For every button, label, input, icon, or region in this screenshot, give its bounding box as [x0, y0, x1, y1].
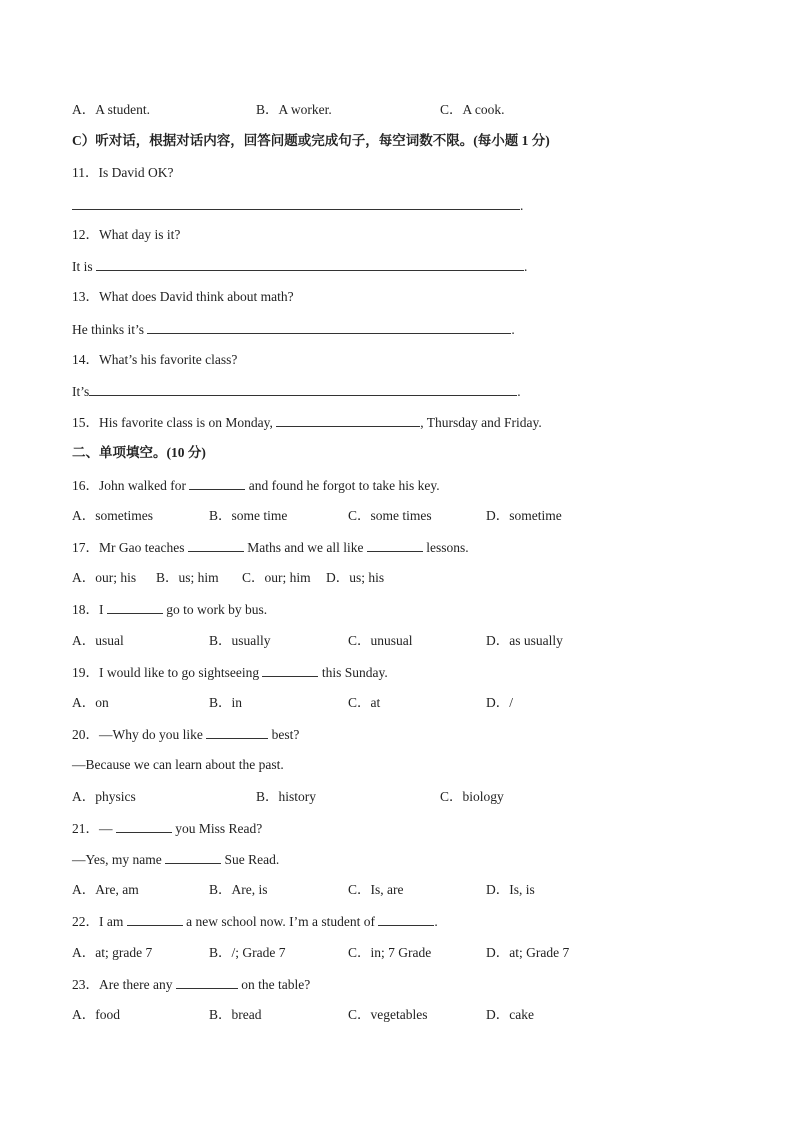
answer-blank [378, 913, 434, 926]
q21-line2-a: —Yes, my name [72, 852, 162, 867]
q17-option-c: C．our; him [242, 570, 311, 585]
q12-question: 12．What day is it? [72, 227, 181, 242]
q23-option-b: B．bread [209, 1007, 262, 1022]
answer-blank [206, 726, 268, 739]
answer-blank [276, 414, 420, 427]
q16-stem-b: and found he forgot to take his key. [248, 478, 440, 493]
q19-stem-a: 19．I would like to go sightseeing [72, 665, 260, 680]
q15-after: , Thursday and Friday. [420, 415, 542, 430]
q21-stem [72, 820, 262, 837]
answer-blank [262, 664, 318, 677]
q21-option-a: A．Are, am [72, 882, 139, 897]
q23-stem-a: 23．Are there any [72, 977, 173, 992]
q19-option-b: B．in [209, 695, 243, 710]
q21-line2-b: Sue Read. [224, 852, 280, 867]
q13-question: 13．What does David think about math? [72, 289, 294, 304]
q19-stem [72, 664, 388, 681]
q18-stem [72, 601, 267, 618]
q21-line2 [72, 851, 279, 868]
q22-stem-a: 22．I am [72, 914, 124, 929]
q12-end: . [524, 259, 528, 274]
q16-option-d: D．sometime [486, 508, 562, 523]
answer-blank [96, 258, 524, 271]
q21-option-c: C．Is, are [348, 882, 404, 897]
section-2-heading: 二、单项填空。(10 分) [72, 445, 206, 460]
answer-blank [176, 976, 238, 989]
q17-stem-c: lessons. [426, 540, 469, 555]
answer-blank [72, 197, 520, 210]
q23-option-c: C．vegetables [348, 1007, 428, 1022]
q15-sentence [72, 414, 542, 431]
answer-blank [116, 820, 172, 833]
q22-stem-b: a new school now. I’m a student of [186, 914, 375, 929]
q14-end: . [517, 384, 521, 399]
q12-prefix: It is [72, 259, 93, 274]
answer-blank [127, 913, 183, 926]
q16-option-a: A．sometimes [72, 508, 153, 523]
q23-stem-b: on the table? [241, 977, 311, 992]
q22-option-a: A．at; grade 7 [72, 945, 153, 960]
q22-option-d: D．at; Grade 7 [486, 945, 570, 960]
q19-option-a: A．on [72, 695, 109, 710]
q22-stem [72, 913, 438, 930]
q13-answer-line [72, 321, 515, 338]
q20-stem-b: best? [271, 727, 300, 742]
answer-blank [189, 477, 245, 490]
q22-stem-c: . [434, 914, 438, 929]
q17-stem-b: Maths and we all like [247, 540, 364, 555]
answer-blank [165, 851, 221, 864]
q18-stem-b: go to work by bus. [166, 602, 268, 617]
q21-stem-a: 21．— [72, 821, 113, 836]
q23-option-a: A．food [72, 1007, 120, 1022]
q10-option-b: B．A worker. [256, 102, 332, 117]
q16-stem-a: 16．John walked for [72, 478, 186, 493]
q11-question: 11．Is David OK? [72, 165, 174, 180]
q17-option-d: D．us; his [326, 570, 385, 585]
q13-end: . [511, 322, 515, 337]
q16-option-c: C．some times [348, 508, 432, 523]
q19-option-d: D．/ [486, 695, 513, 710]
q11-end: . [520, 198, 524, 213]
q23-stem [72, 976, 310, 993]
q12-answer-line [72, 258, 527, 275]
q15-before: 15．His favorite class is on Monday, [72, 415, 273, 430]
q16-stem [72, 477, 440, 494]
q18-option-d: D．as usually [486, 633, 563, 648]
q20-option-a: A．physics [72, 789, 136, 804]
q17-stem-a: 17．Mr Gao teaches [72, 540, 185, 555]
q20-stem [72, 726, 299, 743]
answer-blank [188, 539, 244, 552]
q18-option-c: C．unusual [348, 633, 413, 648]
q17-stem [72, 539, 469, 556]
q22-option-b: B．/; Grade 7 [209, 945, 286, 960]
q14-prefix: It’s [72, 384, 90, 399]
q21-option-d: D．Is, is [486, 882, 535, 897]
q17-option-a: A．our; his [72, 570, 137, 585]
section-c-heading: C）听对话，根据对话内容，回答问题或完成句子，每空词数不限。(每小题 1 分) [72, 133, 550, 148]
q14-answer-line [72, 383, 521, 400]
q23-option-d: D．cake [486, 1007, 534, 1022]
q18-stem-a: 18．I [72, 602, 104, 617]
q20-option-c: C．biology [440, 789, 504, 804]
q18-option-b: B．usually [209, 633, 271, 648]
q20-option-b: B．history [256, 789, 317, 804]
q19-option-c: C．at [348, 695, 381, 710]
answer-blank [367, 539, 423, 552]
q22-option-c: C．in; 7 Grade [348, 945, 432, 960]
q20-stem-a: 20．—Why do you like [72, 727, 203, 742]
q21-stem-b: you Miss Read? [175, 821, 263, 836]
q13-prefix: He thinks it’s [72, 322, 145, 337]
q21-option-b: B．Are, is [209, 882, 268, 897]
q10-option-a: A．A student. [72, 102, 151, 117]
q14-question: 14．What’s his favorite class? [72, 352, 238, 367]
q10-option-c: C．A cook. [440, 102, 505, 117]
q18-option-a: A．usual [72, 633, 124, 648]
answer-blank [89, 383, 517, 396]
q19-stem-b: this Sunday. [321, 665, 388, 680]
answer-blank [107, 601, 163, 614]
q17-option-b: B．us; him [156, 570, 219, 585]
answer-blank [147, 321, 511, 334]
q11-answer-line [72, 197, 523, 214]
q20-line2: —Because we can learn about the past. [72, 757, 284, 772]
q16-option-b: B．some time [209, 508, 288, 523]
